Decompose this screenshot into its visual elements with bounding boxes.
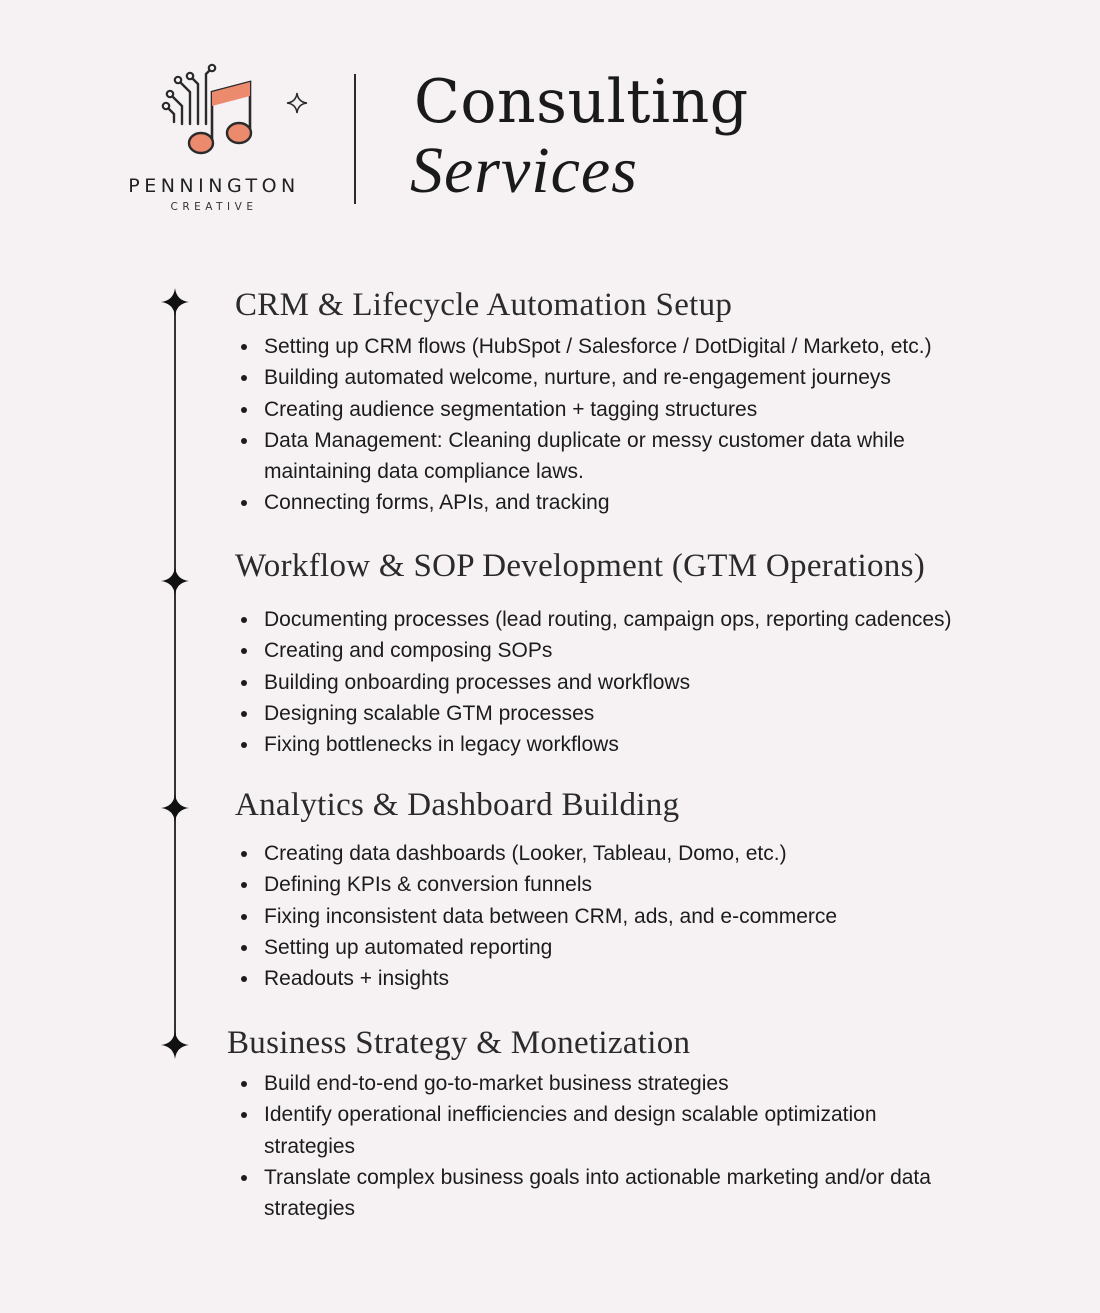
brand-name: PENNINGTON <box>128 175 300 197</box>
list-item: Fixing inconsistent data between CRM, ads, and e-commerce <box>235 901 1035 932</box>
list-item: Building automated welcome, nurture, and re-engagement journeys <box>235 362 1015 393</box>
section-strategy <box>227 1027 1027 1224</box>
list-item: Designing scalable GTM processes <box>235 698 1035 729</box>
section-workflow <box>235 550 1035 760</box>
list-item: Fixing bottlenecks in legacy workflows <box>235 729 1035 760</box>
page-title-script: Services <box>410 134 638 207</box>
list-item: Setting up CRM flows (HubSpot / Salesforce / DotDigital / Marketo, etc.) <box>235 331 1015 362</box>
section-list <box>235 331 1015 519</box>
timeline-star-icon <box>161 567 189 595</box>
section-heading: Workflow & SOP Development (GTM Operations) <box>235 548 925 584</box>
list-item: Identify operational inefficiencies and design scalable optimization strategies <box>235 1099 964 1162</box>
brand-subtitle: CREATIVE <box>170 201 258 213</box>
list-item: Building onboarding processes and workflows <box>235 667 1035 698</box>
list-item: Connecting forms, APIs, and tracking <box>235 487 1015 518</box>
section-list <box>235 604 1035 760</box>
section-heading: CRM & Lifecycle Automation Setup <box>235 287 733 323</box>
brand-logo <box>110 58 320 218</box>
timeline-star-icon <box>161 1031 189 1059</box>
list-item: Setting up automated reporting <box>235 932 1035 963</box>
timeline-star-icon <box>161 794 189 822</box>
list-item: Creating data dashboards (Looker, Tableau, Domo, etc.) <box>235 838 1035 869</box>
section-list <box>235 838 1035 994</box>
list-item: Build end-to-end go-to-market business strategies <box>235 1068 1027 1099</box>
page-title: Consulting <box>414 67 749 137</box>
sparkle-icon <box>286 92 308 114</box>
section-heading: Business Strategy & Monetization <box>227 1025 691 1061</box>
list-item: Creating audience segmentation + tagging structures <box>235 394 1015 425</box>
list-item: Data Management: Cleaning duplicate or messy customer data while maintaining data compliance laws. <box>235 425 974 488</box>
section-analytics <box>235 789 1035 994</box>
timeline-star-icon <box>161 288 189 316</box>
list-item: Documenting processes (lead routing, campaign ops, reporting cadences) <box>235 604 1035 635</box>
timeline-line <box>174 300 176 1045</box>
list-item: Creating and composing SOPs <box>235 635 1035 666</box>
music-note-circuit-icon <box>160 62 260 162</box>
section-heading: Analytics & Dashboard Building <box>235 787 680 823</box>
list-item: Translate complex business goals into actionable marketing and/or data strategies <box>235 1162 1024 1225</box>
section-crm <box>235 289 1015 519</box>
list-item: Readouts + insights <box>235 963 1035 994</box>
section-list <box>235 1068 1027 1224</box>
list-item: Defining KPIs & conversion funnels <box>235 869 1035 900</box>
header-divider <box>354 74 356 204</box>
